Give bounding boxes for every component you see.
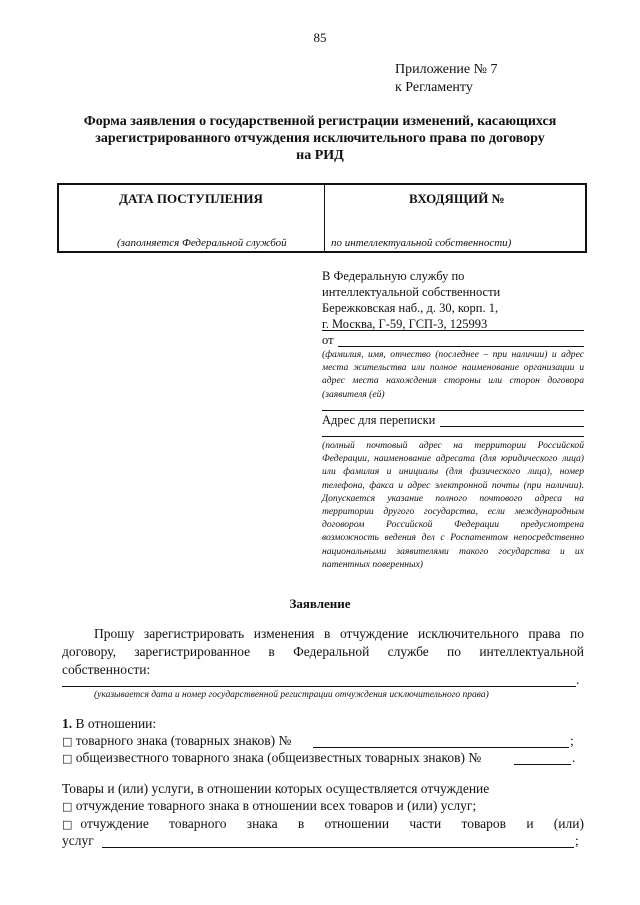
registration-details-field[interactable] bbox=[62, 686, 576, 687]
receipt-note-left: (заполняется Федеральной службой bbox=[117, 237, 287, 249]
option-trademark-end: ; bbox=[570, 733, 574, 748]
trademark-number-field[interactable] bbox=[313, 747, 569, 748]
form-title-line-1: Форма заявления о государственной регистрации изменений, касающихся bbox=[83, 114, 557, 129]
registration-details-period: . bbox=[576, 672, 580, 687]
option-goods-part-continuation: услуг bbox=[62, 833, 94, 848]
correspondence-field[interactable] bbox=[440, 426, 584, 427]
form-title-line-3: на РИД bbox=[296, 148, 344, 163]
receipt-box bbox=[57, 183, 587, 253]
option-goods-part-end: ; bbox=[575, 833, 579, 848]
option-trademark bbox=[62, 733, 291, 749]
option-well-known-end: . bbox=[572, 750, 576, 765]
well-known-trademark-number-field[interactable] bbox=[514, 764, 571, 765]
option-goods-part bbox=[62, 816, 584, 832]
section-1-number: 1. bbox=[62, 716, 73, 731]
statement-paragraph-line-2: договору, зарегистрированное в Федеральной службе по интеллектуальной bbox=[62, 644, 584, 659]
section-1-heading bbox=[62, 716, 156, 732]
recipient-underline bbox=[322, 330, 584, 331]
statement-heading: Заявление bbox=[289, 596, 351, 611]
incoming-number-label: ВХОДЯЩИЙ № bbox=[409, 191, 505, 206]
from-field[interactable] bbox=[338, 346, 584, 347]
recipient-line-1: В Федеральную службу по bbox=[322, 269, 465, 283]
recipient-line-3: Бережковская наб., д. 30, корп. 1, bbox=[322, 301, 499, 315]
appendix-number: Приложение № 7 bbox=[395, 62, 498, 77]
statement-paragraph-line-1: Прошу зарегистрировать изменения в отчуждение исключительного права по bbox=[94, 626, 584, 641]
option-well-known-trademark bbox=[62, 750, 481, 766]
option-trademark-label: товарного знака (товарных знаков) № bbox=[75, 733, 292, 748]
receipt-box-divider bbox=[324, 185, 325, 251]
receipt-date-label: ДАТА ПОСТУПЛЕНИЯ bbox=[119, 191, 263, 206]
page-number: 85 bbox=[313, 30, 327, 45]
section-1-label: В отношении: bbox=[75, 716, 157, 731]
option-goods-all-label: отчуждение товарного знака в отношении всех товаров и (или) услуг; bbox=[75, 798, 477, 813]
recipient-line-4: г. Москва, Г-59, ГСП-3, 125993 bbox=[322, 317, 488, 331]
option-well-known-trademark-label: общеизвестного товарного знака (общеизвестных товарных знаков) № bbox=[75, 750, 482, 765]
correspondence-field-line-2[interactable] bbox=[322, 436, 584, 437]
goods-heading: Товары и (или) услуги, в отношении которых осуществляется отчуждение bbox=[62, 781, 490, 796]
applicant-field-line[interactable] bbox=[322, 410, 584, 411]
option-goods-part-label: отчуждение товарного знака в отношении части товаров и (или) bbox=[80, 816, 584, 831]
registration-details-note: (указывается дата и номер государственной регистрации отчуждения исключительного права) bbox=[94, 690, 489, 700]
form-title-line-2: зарегистрированного отчуждения исключительного права по договору bbox=[95, 131, 545, 146]
checkbox-icon[interactable]: □ bbox=[62, 818, 73, 831]
recipient-line-2: интеллектуальной собственности bbox=[322, 285, 501, 299]
appendix-reference: к Регламенту bbox=[395, 80, 473, 95]
receipt-note-right: по интеллектуальной собственности) bbox=[331, 237, 512, 249]
checkbox-icon[interactable]: □ bbox=[62, 735, 73, 748]
goods-part-field[interactable] bbox=[102, 847, 574, 848]
from-label: от bbox=[322, 333, 334, 347]
correspondence-label: Адрес для переписки bbox=[322, 413, 436, 427]
statement-paragraph-line-3: собственности: bbox=[62, 662, 151, 677]
checkbox-icon[interactable]: □ bbox=[62, 752, 73, 765]
correspondence-note: (полный почтовый адрес на территории Российской Федерации, наименование адресата (для юридического лица) или фамилия и инициалы (для физического лица), номер телефона, факса и адрес электронной почты (при наличии). Допускается указание полного почтового адреса на территории другого государства, если международным договором Российской Федерации предусмотрена возможность ведения дел с Роспатентом непосредственно национальными заявителями такого государства и их патентных поверенных) bbox=[322, 440, 584, 570]
from-note: (фамилия, имя, отчество (последнее – при наличии) и адрес места жительства или полное наименование организации и адрес места нахождения стороны или сторон договора (заявителя (ей) bbox=[322, 349, 584, 400]
checkbox-icon[interactable]: □ bbox=[62, 800, 73, 813]
option-goods-all bbox=[62, 798, 476, 814]
